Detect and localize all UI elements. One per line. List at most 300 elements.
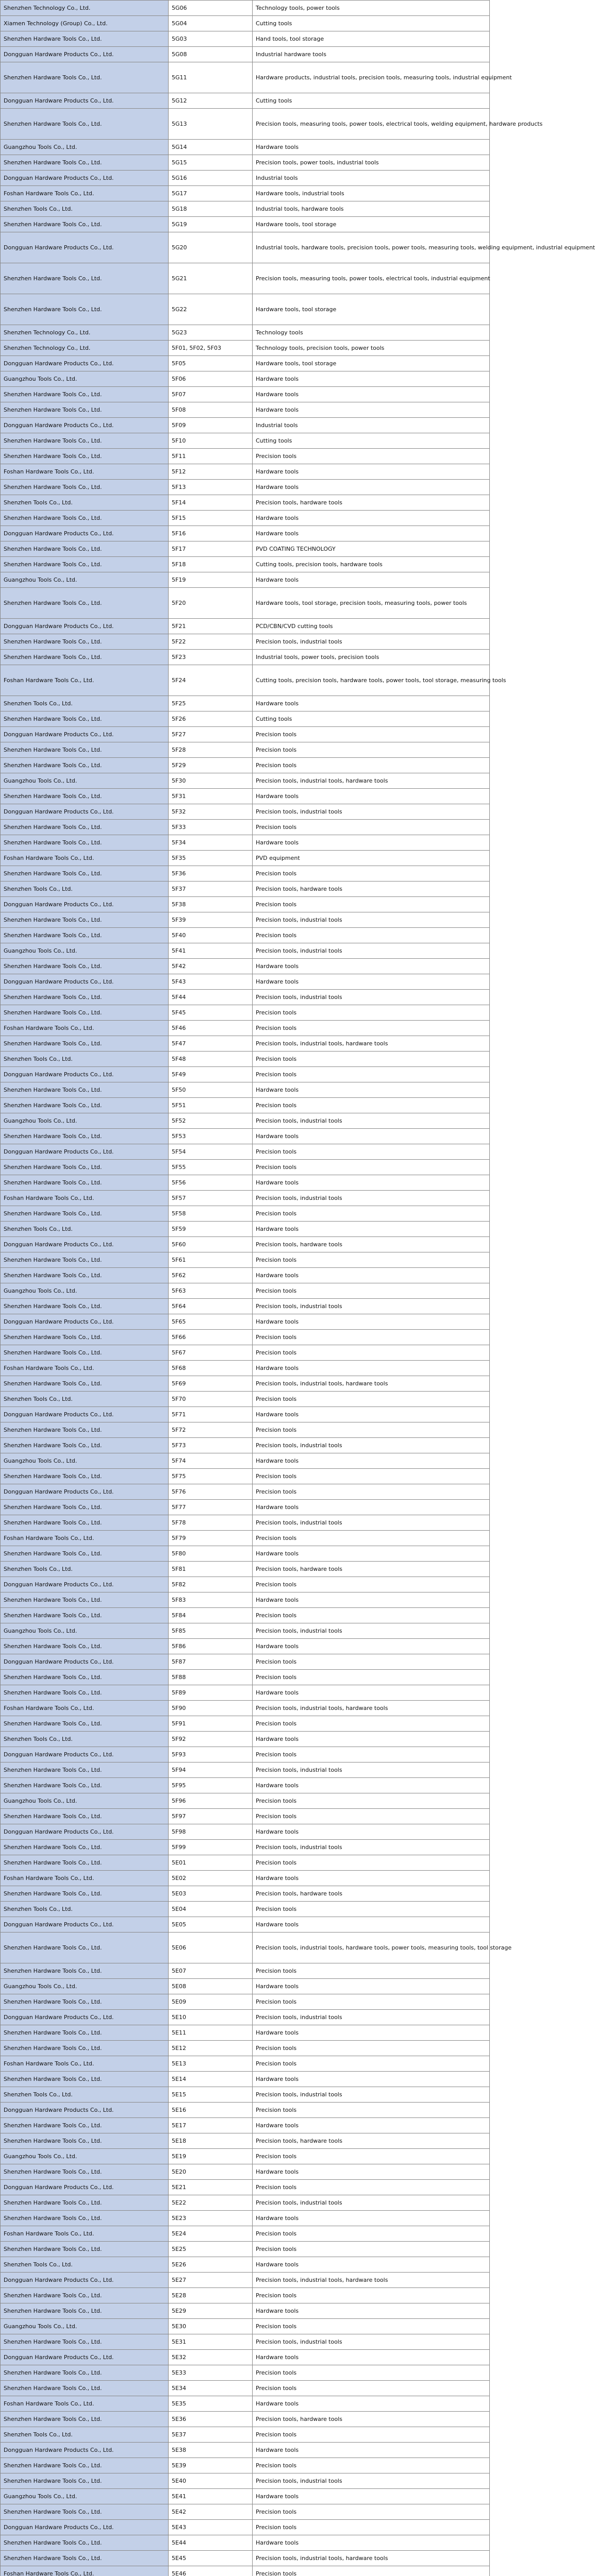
company-cell: Shenzhen Hardware Tools Co., Ltd. [1,789,169,804]
booth-cell: 5F54 [169,1144,253,1160]
booth-cell: 5E40 [169,2473,253,2489]
booth-cell: 5E01 [169,1855,253,1871]
company-cell: Foshan Hardware Tools Co., Ltd. [1,1701,169,1716]
company-cell: Dongguan Hardware Products Co., Ltd. [1,804,169,820]
table-row [1,1500,490,1515]
table-row [1,851,490,866]
company-cell: Dongguan Hardware Products Co., Ltd. [1,1407,169,1422]
booth-cell: 5E24 [169,2226,253,2242]
company-cell: Dongguan Hardware Products Co., Ltd. [1,897,169,912]
table-row [1,2473,490,2489]
company-cell: Shenzhen Hardware Tools Co., Ltd. [1,1299,169,1314]
products-cell: Precision tools [253,2288,490,2303]
table-row [1,449,490,464]
booth-cell: 5F22 [169,634,253,650]
company-cell: Shenzhen Hardware Tools Co., Ltd. [1,1268,169,1283]
company-cell: Shenzhen Hardware Tools Co., Ltd. [1,2072,169,2087]
products-cell: Hardware tools [253,2396,490,2412]
products-cell: Precision tools, industrial tools [253,943,490,959]
booth-cell: 5F61 [169,1252,253,1268]
table-row [1,2180,490,2195]
company-cell: Shenzhen Tools Co., Ltd. [1,1732,169,1747]
products-cell: Hardware tools [253,1268,490,1283]
products-cell: Hardware tools, industrial tools [253,186,490,201]
table-row [1,1762,490,1778]
products-cell: Precision tools [253,1052,490,1067]
products-cell: Cutting tools [253,433,490,449]
booth-cell: 5F36 [169,866,253,882]
products-cell: Hardware tools [253,1592,490,1608]
company-cell: Shenzhen Tools Co., Ltd. [1,1052,169,1067]
company-cell: Shenzhen Hardware Tools Co., Ltd. [1,109,169,140]
products-cell: Hardware tools [253,1917,490,1933]
products-cell: Cutting tools [253,16,490,31]
table-row [1,1469,490,1484]
company-cell: Shenzhen Hardware Tools Co., Ltd. [1,402,169,418]
table-row [1,511,490,526]
table-row [1,1855,490,1871]
booth-cell: 5F73 [169,1438,253,1453]
booth-cell: 5G22 [169,294,253,325]
booth-cell: 5F88 [169,1670,253,1685]
company-cell: Guangzhou Tools Co., Ltd. [1,2489,169,2504]
table-row [1,1361,490,1376]
table-row [1,820,490,835]
products-cell: Precision tools, measuring tools, power tools, electrical tools, welding equipment, hardware products [253,109,490,140]
products-cell: Precision tools [253,1144,490,1160]
company-cell: Shenzhen Tools Co., Ltd. [1,1562,169,1577]
products-cell: Precision tools, industrial tools [253,1762,490,1778]
table-row [1,1283,490,1299]
company-cell: Dongguan Hardware Products Co., Ltd. [1,2520,169,2535]
booth-cell: 5F14 [169,495,253,511]
table-row [1,1917,490,1933]
booth-cell: 5F12 [169,464,253,480]
products-cell: Precision tools [253,820,490,835]
booth-cell: 5G11 [169,62,253,93]
table-row [1,1345,490,1361]
company-cell: Guangzhou Tools Co., Ltd. [1,1623,169,1639]
company-cell: Shenzhen Hardware Tools Co., Ltd. [1,1175,169,1191]
booth-cell: 5F11 [169,449,253,464]
booth-cell: 5E16 [169,2103,253,2118]
booth-cell: 5F76 [169,1484,253,1500]
booth-cell: 5F58 [169,1206,253,1222]
booth-cell: 5E12 [169,2041,253,2056]
table-row [1,2041,490,2056]
booth-cell: 5F01, 5F02, 5F03 [169,341,253,356]
booth-cell: 5G03 [169,31,253,47]
company-cell: Shenzhen Hardware Tools Co., Ltd. [1,387,169,402]
company-cell: Shenzhen Hardware Tools Co., Ltd. [1,1330,169,1345]
booth-cell: 5E44 [169,2535,253,2551]
products-cell: Precision tools [253,1577,490,1592]
booth-cell: 5E04 [169,1902,253,1917]
table-row [1,1160,490,1175]
table-row [1,2520,490,2535]
products-cell: PCD/CBN/CVD cutting tools [253,619,490,634]
products-cell: Cutting tools [253,93,490,109]
table-row [1,1515,490,1531]
booth-cell: 5F60 [169,1237,253,1252]
booth-cell: 5F91 [169,1716,253,1732]
company-cell: Foshan Hardware Tools Co., Ltd. [1,2566,169,2576]
booth-cell: 5G06 [169,1,253,16]
table-row [1,1608,490,1623]
table-row [1,1036,490,1052]
products-cell: Precision tools [253,2566,490,2576]
products-cell: Hardware tools [253,1500,490,1515]
products-cell: Precision tools [253,1283,490,1299]
company-cell: Shenzhen Hardware Tools Co., Ltd. [1,1994,169,2010]
company-cell: Guangzhou Tools Co., Ltd. [1,371,169,387]
products-cell: Precision tools, measuring tools, power tools, electrical tools, industrial equipment [253,263,490,294]
table-row [1,1963,490,1979]
table-row [1,1670,490,1685]
company-cell: Dongguan Hardware Products Co., Ltd. [1,526,169,541]
table-row [1,2458,490,2473]
booth-cell: 5F25 [169,696,253,711]
table-row [1,974,490,990]
company-cell: Dongguan Hardware Products Co., Ltd. [1,1237,169,1252]
table-row [1,2303,490,2319]
booth-cell: 5F06 [169,371,253,387]
booth-cell: 5F41 [169,943,253,959]
company-cell: Shenzhen Hardware Tools Co., Ltd. [1,1592,169,1608]
booth-cell: 5F15 [169,511,253,526]
table-row [1,2257,490,2273]
booth-cell: 5E20 [169,2164,253,2180]
products-cell: Precision tools [253,1392,490,1407]
table-row [1,1191,490,1206]
products-cell: Hardware tools [253,696,490,711]
table-row [1,773,490,789]
booth-cell: 5F69 [169,1376,253,1392]
company-cell: Shenzhen Hardware Tools Co., Ltd. [1,1546,169,1562]
company-cell: Shenzhen Hardware Tools Co., Ltd. [1,1206,169,1222]
table-row [1,1577,490,1592]
company-cell: Dongguan Hardware Products Co., Ltd. [1,619,169,634]
products-cell: Precision tools, industrial tools [253,1191,490,1206]
products-cell: Precision tools, hardware tools [253,1562,490,1577]
products-cell: Precision tools, industrial tools, hardware tools [253,1036,490,1052]
booth-cell: 5F29 [169,758,253,773]
company-cell: Dongguan Hardware Products Co., Ltd. [1,1577,169,1592]
company-cell: Shenzhen Hardware Tools Co., Ltd. [1,294,169,325]
products-cell: Industrial tools, hardware tools, precision tools, power tools, measuring tools, welding equipment, industrial equipment [253,232,490,263]
table-row [1,943,490,959]
booth-cell: 5E06 [169,1933,253,1963]
company-cell: Shenzhen Hardware Tools Co., Ltd. [1,959,169,974]
products-cell: Hardware tools [253,1129,490,1144]
table-row [1,217,490,232]
company-cell: Shenzhen Hardware Tools Co., Ltd. [1,1345,169,1361]
booth-cell: 5E08 [169,1979,253,1994]
company-cell: Shenzhen Hardware Tools Co., Ltd. [1,650,169,665]
company-cell: Guangzhou Tools Co., Ltd. [1,2319,169,2334]
booth-cell: 5F59 [169,1222,253,1237]
company-cell: Dongguan Hardware Products Co., Ltd. [1,1314,169,1330]
company-cell: Shenzhen Hardware Tools Co., Ltd. [1,1500,169,1515]
products-cell: Precision tools [253,2319,490,2334]
company-cell: Dongguan Hardware Products Co., Ltd. [1,2350,169,2365]
products-cell: Precision tools [253,1670,490,1685]
table-row [1,2242,490,2257]
products-cell: Hardware tools [253,572,490,588]
company-cell: Shenzhen Hardware Tools Co., Ltd. [1,990,169,1005]
booth-cell: 5F34 [169,835,253,851]
products-cell: Precision tools [253,2226,490,2242]
company-cell: Foshan Hardware Tools Co., Ltd. [1,851,169,866]
products-cell: Hardware tools [253,959,490,974]
booth-cell: 5E33 [169,2365,253,2381]
products-cell: Precision tools, industrial tools [253,2334,490,2350]
company-cell: Shenzhen Hardware Tools Co., Ltd. [1,1469,169,1484]
company-cell: Dongguan Hardware Products Co., Ltd. [1,2443,169,2458]
company-cell: Foshan Hardware Tools Co., Ltd. [1,2396,169,2412]
products-cell: Precision tools, industrial tools, hardware tools [253,2551,490,2566]
booth-cell: 5F71 [169,1407,253,1422]
company-cell: Shenzhen Hardware Tools Co., Ltd. [1,263,169,294]
company-cell: Dongguan Hardware Products Co., Ltd. [1,974,169,990]
products-cell: Precision tools [253,1994,490,2010]
table-row [1,742,490,758]
products-cell: Cutting tools, precision tools, hardware tools, power tools, tool storage, measuring tools [253,665,490,696]
company-cell: Shenzhen Hardware Tools Co., Ltd. [1,1160,169,1175]
products-cell: Precision tools, industrial tools [253,2010,490,2025]
company-cell: Foshan Hardware Tools Co., Ltd. [1,186,169,201]
products-cell: Precision tools, industrial tools [253,1840,490,1855]
table-row [1,1562,490,1577]
products-cell: Precision tools, industrial tools, hardware tools [253,1701,490,1716]
company-cell: Shenzhen Hardware Tools Co., Ltd. [1,2458,169,2473]
booth-cell: 5E26 [169,2257,253,2273]
company-cell: Dongguan Hardware Products Co., Ltd. [1,1484,169,1500]
company-cell: Shenzhen Hardware Tools Co., Ltd. [1,1438,169,1453]
company-cell: Foshan Hardware Tools Co., Ltd. [1,464,169,480]
products-cell: Hardware tools [253,789,490,804]
booth-cell: 5G17 [169,186,253,201]
company-cell: Shenzhen Hardware Tools Co., Ltd. [1,1809,169,1824]
table-row [1,711,490,727]
table-row [1,495,490,511]
table-row [1,1206,490,1222]
table-row [1,47,490,62]
products-cell: Hardware tools, tool storage [253,294,490,325]
products-cell: Hardware tools [253,1175,490,1191]
products-cell: Precision tools, industrial tools [253,912,490,928]
booth-cell: 5F30 [169,773,253,789]
table-row [1,2412,490,2427]
company-cell: Foshan Hardware Tools Co., Ltd. [1,1871,169,1886]
table-row [1,572,490,588]
products-cell: Precision tools [253,2149,490,2164]
products-cell: Precision tools, hardware tools [253,882,490,897]
table-row [1,866,490,882]
products-cell: Industrial tools, hardware tools [253,201,490,217]
table-row [1,2087,490,2103]
products-cell: Hardware tools [253,387,490,402]
company-cell: Shenzhen Hardware Tools Co., Ltd. [1,866,169,882]
booth-cell: 5F64 [169,1299,253,1314]
products-cell: Precision tools [253,2242,490,2257]
products-cell: Hardware tools [253,511,490,526]
products-cell: Precision tools [253,1067,490,1082]
products-cell: Hardware products, industrial tools, precision tools, measuring tools, industrial equipment [253,62,490,93]
company-cell: Dongguan Hardware Products Co., Ltd. [1,1824,169,1840]
table-row [1,2396,490,2412]
company-cell: Guangzhou Tools Co., Ltd. [1,1113,169,1129]
booth-cell: 5F68 [169,1361,253,1376]
products-cell: Hardware tools [253,835,490,851]
table-row [1,1546,490,1562]
products-cell: Precision tools, industrial tools [253,990,490,1005]
table-row [1,1330,490,1345]
booth-cell: 5E18 [169,2133,253,2149]
products-cell: Precision tools, industrial tools [253,1113,490,1129]
exhibitor-table-body [1,1,595,2576]
booth-cell: 5G12 [169,93,253,109]
booth-cell: 5F85 [169,1623,253,1639]
booth-cell: 5F24 [169,665,253,696]
booth-cell: 5G08 [169,47,253,62]
products-cell: Precision tools, industrial tools [253,1515,490,1531]
table-row [1,2365,490,2381]
table-row [1,387,490,402]
products-cell: Hardware tools [253,480,490,495]
products-cell: Precision tools, hardware tools [253,2133,490,2149]
table-row [1,1809,490,1824]
table-row [1,1,490,16]
table-row [1,1314,490,1330]
products-cell: Hardware tools [253,2443,490,2458]
table-row [1,1933,490,1963]
products-cell: Hardware tools [253,1778,490,1793]
company-cell: Dongguan Hardware Products Co., Ltd. [1,232,169,263]
company-cell: Shenzhen Hardware Tools Co., Ltd. [1,588,169,619]
products-cell: PVD equipment [253,851,490,866]
products-cell: Hand tools, tool storage [253,31,490,47]
booth-cell: 5F27 [169,727,253,742]
table-row [1,155,490,171]
booth-cell: 5F77 [169,1500,253,1515]
booth-cell: 5F82 [169,1577,253,1592]
booth-cell: 5E46 [169,2566,253,2576]
company-cell: Shenzhen Hardware Tools Co., Ltd. [1,449,169,464]
booth-cell: 5F81 [169,1562,253,1577]
table-row [1,758,490,773]
table-row [1,1222,490,1237]
table-row [1,1082,490,1098]
products-cell: Industrial tools, power tools, precision tools [253,650,490,665]
table-row [1,588,490,619]
table-row [1,1376,490,1392]
table-row [1,1021,490,1036]
table-row [1,1453,490,1469]
products-cell: Precision tools, hardware tools [253,2412,490,2427]
products-cell: Precision tools [253,1716,490,1732]
company-cell: Guangzhou Tools Co., Ltd. [1,1283,169,1299]
company-cell: Foshan Hardware Tools Co., Ltd. [1,1191,169,1206]
booth-cell: 5F92 [169,1732,253,1747]
company-cell: Shenzhen Hardware Tools Co., Ltd. [1,835,169,851]
company-cell: Foshan Hardware Tools Co., Ltd. [1,1531,169,1546]
products-cell: Precision tools, hardware tools [253,495,490,511]
booth-cell: 5E34 [169,2381,253,2396]
table-row [1,2273,490,2288]
table-row [1,1716,490,1732]
company-cell: Shenzhen Hardware Tools Co., Ltd. [1,2334,169,2350]
products-cell: Precision tools [253,1422,490,1438]
table-row [1,62,490,93]
products-cell: Technology tools [253,325,490,341]
booth-cell: 5G18 [169,201,253,217]
table-row [1,2381,490,2396]
table-row [1,263,490,294]
company-cell: Shenzhen Hardware Tools Co., Ltd. [1,557,169,572]
products-cell: Precision tools, industrial tools [253,1623,490,1639]
products-cell: Precision tools [253,1098,490,1113]
booth-cell: 5F48 [169,1052,253,1067]
products-cell: Precision tools [253,727,490,742]
products-cell: Precision tools [253,928,490,943]
products-cell: Hardware tools [253,1361,490,1376]
company-cell: Shenzhen Hardware Tools Co., Ltd. [1,2025,169,2041]
company-cell: Shenzhen Technology Co., Ltd. [1,325,169,341]
company-cell: Foshan Hardware Tools Co., Ltd. [1,1021,169,1036]
company-cell: Shenzhen Tools Co., Ltd. [1,201,169,217]
products-cell: Precision tools [253,866,490,882]
products-cell: Precision tools [253,2041,490,2056]
booth-cell: 5F87 [169,1654,253,1670]
products-cell: Hardware tools [253,2164,490,2180]
company-cell: Shenzhen Hardware Tools Co., Ltd. [1,1685,169,1701]
company-cell: Shenzhen Hardware Tools Co., Ltd. [1,2118,169,2133]
company-cell: Shenzhen Hardware Tools Co., Ltd. [1,1855,169,1871]
booth-cell: 5F18 [169,557,253,572]
products-cell: Hardware tools [253,2211,490,2226]
products-cell: Industrial hardware tools [253,47,490,62]
company-cell: Shenzhen Hardware Tools Co., Ltd. [1,1252,169,1268]
booth-cell: 5F07 [169,387,253,402]
products-cell: Precision tools, industrial tools, hardware tools [253,2273,490,2288]
table-row [1,2535,490,2551]
table-row [1,1113,490,1129]
products-cell: Hardware tools [253,371,490,387]
booth-cell: 5F80 [169,1546,253,1562]
table-row [1,2010,490,2025]
booth-cell: 5E10 [169,2010,253,2025]
table-row [1,557,490,572]
products-cell: Hardware tools [253,1732,490,1747]
company-cell: Shenzhen Hardware Tools Co., Ltd. [1,2211,169,2226]
company-cell: Shenzhen Hardware Tools Co., Ltd. [1,1840,169,1855]
company-cell: Dongguan Hardware Products Co., Ltd. [1,2103,169,2118]
company-cell: Shenzhen Hardware Tools Co., Ltd. [1,1098,169,1113]
company-cell: Shenzhen Hardware Tools Co., Ltd. [1,1082,169,1098]
products-cell: Hardware tools [253,2535,490,2551]
table-row [1,897,490,912]
table-row [1,541,490,557]
booth-cell: 5F67 [169,1345,253,1361]
products-cell: Precision tools [253,1160,490,1175]
company-cell: Shenzhen Tools Co., Ltd. [1,2427,169,2443]
products-cell: Precision tools [253,2458,490,2473]
company-cell: Foshan Hardware Tools Co., Ltd. [1,665,169,696]
table-row [1,804,490,820]
table-row [1,402,490,418]
booth-cell: 5F83 [169,1592,253,1608]
